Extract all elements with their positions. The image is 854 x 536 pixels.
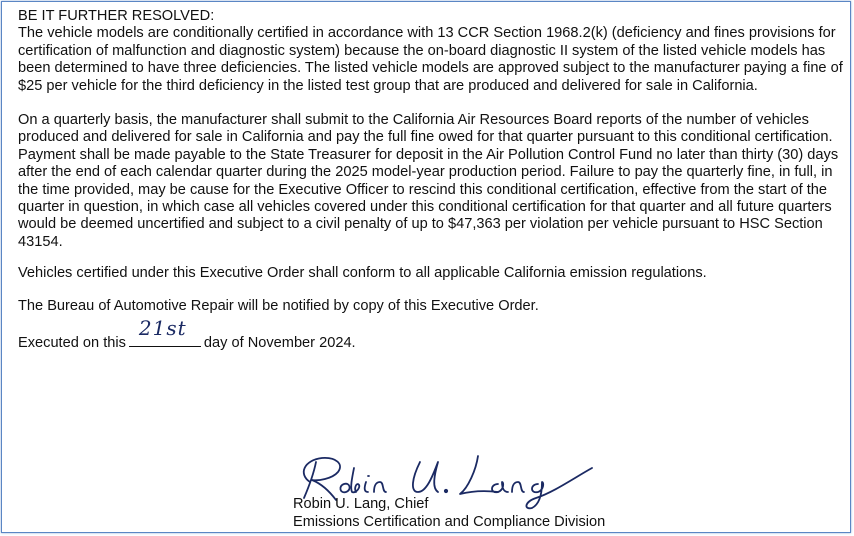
handwritten-day: 21st	[138, 316, 187, 341]
resolution-heading: BE IT FURTHER RESOLVED:	[18, 8, 215, 24]
signature-block	[293, 495, 605, 531]
execution-suffix: day of November 2024.	[203, 335, 356, 352]
executive-order-text	[18, 8, 844, 353]
signatory-division: Emissions Certification and Compliance Division	[293, 514, 606, 530]
paragraph-emission-regulations: Vehicles certified under this Executive Order shall conform to all applicable California emission regulations.	[18, 265, 707, 282]
paragraph-conditional-certification: The vehicle models are conditionally certified in accordance with 13 CCR Section 1968.2(k) (deficiency and fines provisions for certification of malfunction and diagnostic system) because the on-board diagnostic II system of the listed vehicle models has been determined to have three deficiencies. The listed vehicle models are approved subject to the manufacturer paying a fine of $25 per vehicle for the third deficiency in the listed test group that are produced and delivered for sale in California.	[18, 25, 843, 94]
signatory-name-title: Robin U. Lang, Chief	[293, 496, 429, 512]
execution-prefix: Executed on this	[18, 335, 126, 352]
date-blank-line	[129, 316, 201, 347]
execution-date-line	[18, 316, 844, 352]
paragraph-bureau-notification: The Bureau of Automotive Repair will be notified by copy of this Executive Order.	[18, 297, 539, 314]
paragraph-quarterly-payment: On a quarterly basis, the manufacturer shall submit to the California Air Resources Board reports of the number of vehicles produced and delivered for sale in California and pay the full fine owed for that quarter pursuant to this conditional certification. Payment shall be made payable to the State Treasurer for deposit in the Air Pollution Control Fund no later than thirty (30) days after the end of each calendar quarter during the 2025 model-year production period. Failure to pay the quarterly fine, in full, in the time provided, may be cause for the Executive Officer to rescind this conditional certification, effective from the start of the quarter in question, in which case all vehicles covered under this conditional certification for that quarter and all future quarters would be deemed uncertified and subject to a civil penalty of up to $47,363 per violation per vehicle pursuant to HSC Section 43154.	[18, 112, 839, 250]
